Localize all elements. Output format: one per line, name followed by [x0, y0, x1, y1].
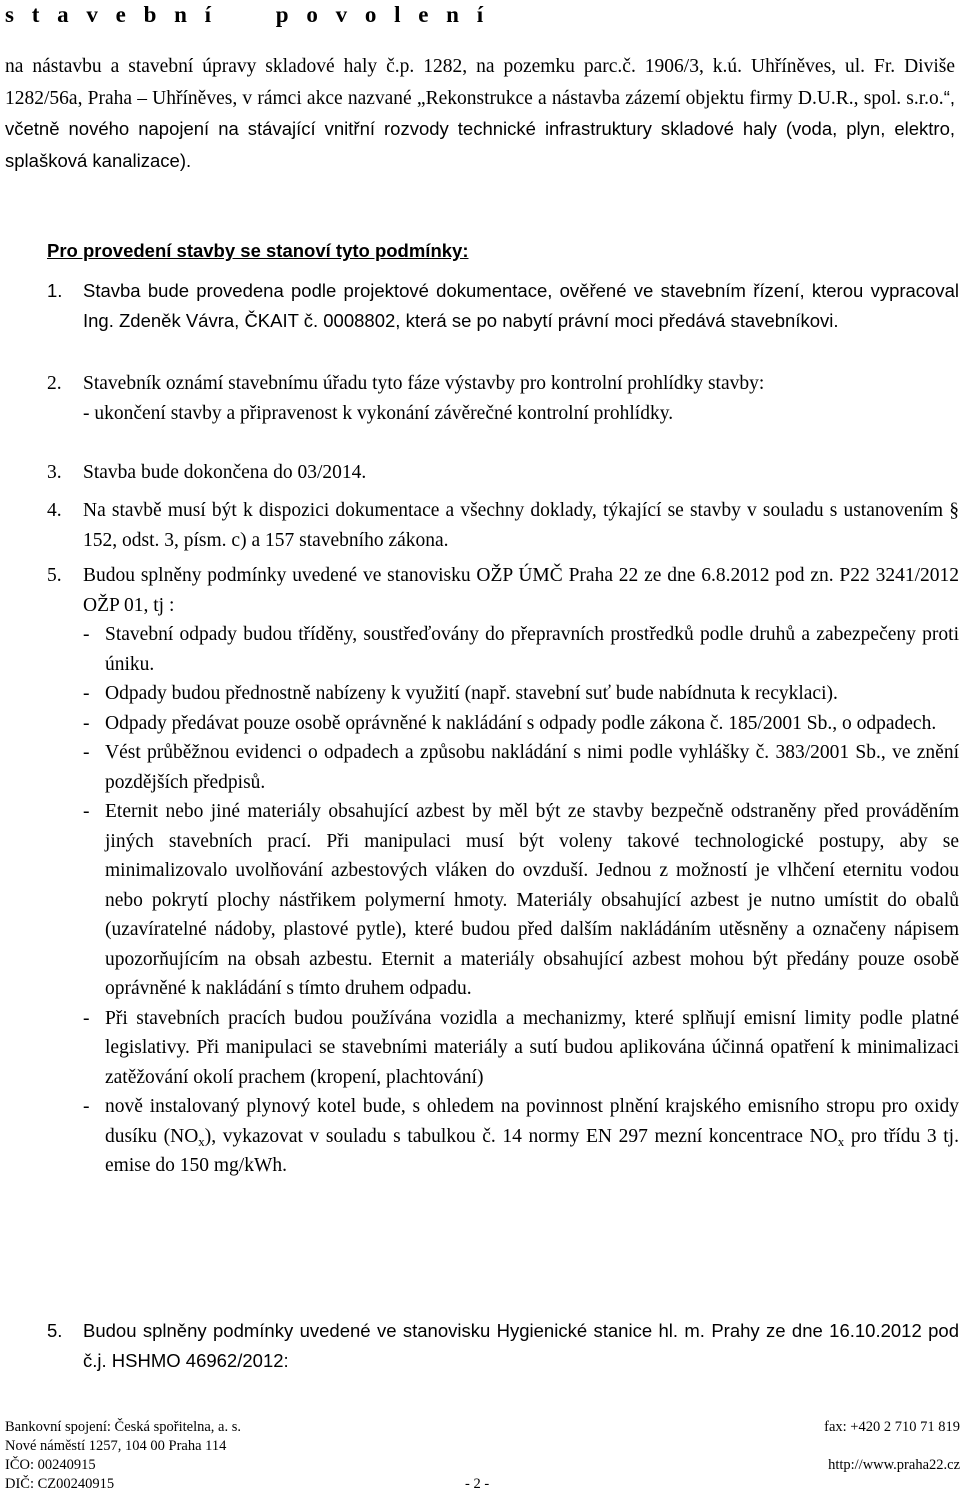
- footer-ico: IČO: 00240915: [5, 1457, 96, 1473]
- item-text: Stavba bude dokončena do 03/2014.: [83, 462, 367, 483]
- subscript-x: x: [198, 1133, 205, 1149]
- sub-list-item: [47, 738, 959, 797]
- footer-fax: fax: +420 2 710 71 819: [824, 1419, 960, 1435]
- sub-list-item: [47, 679, 959, 709]
- sub-dash: -: [83, 624, 90, 645]
- footer-dic: DIČ: CZ00240915: [5, 1476, 115, 1492]
- sub-list-item: [47, 709, 959, 739]
- footer-bank: Bankovní spojení: Česká spořitelna, a. s.: [5, 1419, 241, 1435]
- item-number: 4.: [47, 500, 62, 521]
- subscript-x: x: [837, 1133, 845, 1149]
- condition-item-5: [47, 561, 959, 1181]
- intro-paragraph: [5, 52, 955, 177]
- intro-text-part2: “, včetně nového napojení na stávající vnitřní rozvody technické infrastruktury skladové haly (voda, plyn, elektro, splašková kanalizace).: [5, 86, 955, 171]
- sub-list-item: [47, 1004, 959, 1093]
- item-number: 1.: [47, 280, 63, 301]
- item-text: Budou splněny podmínky uvedené ve stanovisku OŽP ÚMČ Praha 22 ze dne 6.8.2012 pod zn. P22 3241/2012 OŽP 01, tj :: [83, 565, 959, 616]
- footer-web[interactable]: http://www.praha22.cz: [828, 1457, 960, 1473]
- sub-list-item: [47, 1092, 959, 1181]
- item-text-line2: - ukončení stavby a připravenost k vykonání závěrečné kontrolní prohlídky.: [83, 402, 674, 424]
- sub-dash: -: [83, 801, 90, 822]
- item-text: Stavebník oznámí stavebnímu úřadu tyto fáze výstavby pro kontrolní prohlídky stavby:: [83, 373, 765, 394]
- footer-address: Nové náměstí 1257, 104 00 Praha 114: [5, 1438, 227, 1454]
- sub-dash: -: [83, 712, 90, 734]
- sub-item-text: Stavební odpady budou tříděny, soustřeďovány do přepravních prostředků podle druhů a zabezpečeny proti úniku.: [105, 624, 959, 675]
- sub-list-item: [47, 797, 959, 1004]
- page-footer: [5, 1418, 960, 1494]
- item-text: Stavba bude provedena podle projektové dokumentace, ověřené ve stavebním řízení, kterou vypracoval Ing. Zdeněk Vávra, ČKAIT č. 0008802, která se po nabytí právní moci předává stavebníkovi.: [83, 280, 959, 331]
- sub-dash: -: [83, 683, 90, 704]
- sub-item-text: Eternit nebo jiné materiály obsahující azbest by měl být ze stavby bezpečně odstraněny před prováděním jiných stavebních prací. Při manipulaci musí být voleny takové technologické postupy, aby se minimalizovalo uvolňování azbestových vláken do ovzduší. Jednou z možností je vlhčení eternitu vodou nebo pokrytí plochy nástřikem polymerní hmoty. Materiály obsahující azbest je nutno umístit do obalů (uzavíratelné nádoby, plastové pytle), které budou před dalším nakládáním utěsněny a označeny nápisem upozorňujícím na obsah azbestu. Eternit a materiály obsahující azbest mohou být předány pouze osobě oprávněné k nakládání s tímto druhem odpadu.: [105, 801, 959, 999]
- item-text: Budou splněny podmínky uvedené ve stanovisku Hygienické stanice hl. m. Prahy ze dne 16.10.2012 pod č.j. HSHMO 46962/2012:: [83, 1320, 959, 1371]
- condition-item-5b: [47, 1316, 959, 1375]
- condition-item-1: [47, 276, 959, 335]
- sub-item-text-c: pro třídu 3 tj. emise do 150 mg/kWh.: [105, 1125, 959, 1176]
- item-number: 3.: [47, 462, 62, 483]
- page-number: - 2 -: [465, 1476, 490, 1492]
- sub-dash: -: [83, 1096, 90, 1117]
- item-text: Na stavbě musí být k dispozici dokumentace a všechny doklady, týkající se stavby v souladu s ustanovením § 152, odst. 3, písm. c) a 157 stavebního zákona.: [83, 500, 959, 551]
- conditions-heading: Pro provedení stavby se stanoví tyto podmínky:: [47, 240, 469, 261]
- sub-item-text: Při stavebních pracích budou používána vozidla a mechanizmy, které splňují emisní limity podle platné legislativy. Při manipulaci se stavebními materiály a sutí budou aplikována účinná opatření k minimalizaci zatěžování okolí prachem (kropení, plachtování): [105, 1007, 959, 1088]
- sub-item-text-b: ), vykazovat v souladu s tabulkou č. 14 normy EN 297 mezní koncentrace NO: [204, 1125, 838, 1147]
- sub-list-item: [47, 620, 959, 679]
- sub-item-text: Vést průběžnou evidenci o odpadech a způsobu nakládání s nimi podle vyhlášky č. 383/2001 Sb., ve znění pozdějších předpisů.: [105, 742, 959, 793]
- item-number: 2.: [47, 373, 62, 394]
- sub-dash: -: [83, 1007, 90, 1029]
- condition-item-2: [47, 369, 959, 428]
- item-number: 5.: [47, 1320, 63, 1341]
- condition-item-4: [47, 496, 959, 555]
- condition-item-3: [47, 458, 959, 488]
- item-number: 5.: [47, 565, 62, 586]
- sub-item-text-a: nově instalovaný plynový kotel bude, s ohledem na povinnost plnění krajského emisního stropu pro oxidy dusíku (NO: [105, 1096, 959, 1147]
- sub-item-text: Odpady budou přednostně nabízeny k využití (např. stavební suť bude nabídnuta k recyklaci).: [105, 683, 838, 704]
- document-title: s t a v e b n í p o v o l e n í: [5, 2, 490, 27]
- intro-text-part1: na nástavbu a stavební úpravy skladové haly č.p. 1282, na pozemku parc.č. 1906/3, k.ú. Uhříněves, ul. Fr. Diviše 1282/56a, Praha – Uhříněves, v rámci akce nazvané „Rekonstrukce a nástavba zázemí objektu firmy D.U.R., spol. s.r.o.: [5, 56, 955, 109]
- sub-dash: -: [83, 742, 90, 763]
- sub-item-text: Odpady předávat pouze osobě oprávněné k nakládání s odpady podle zákona č. 185/2001 Sb., o odpadech.: [105, 712, 937, 734]
